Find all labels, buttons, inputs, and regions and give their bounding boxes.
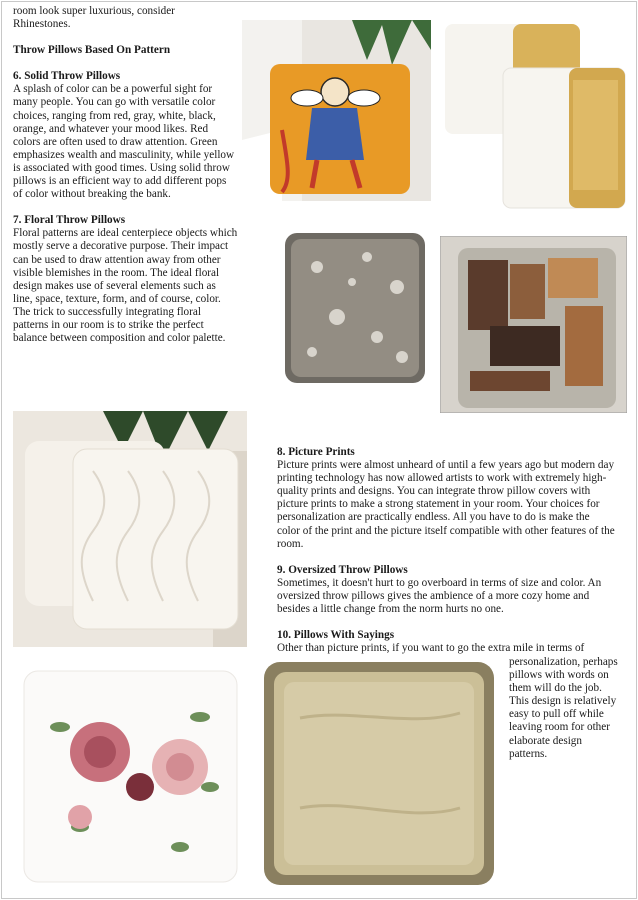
body-pillows-sayings-wide: Other than picture prints, if you want to go the extra mile in terms of: [277, 642, 585, 655]
heading-floral-pillows: 7. Floral Throw Pillows: [13, 214, 126, 227]
fringed-silk-pillow-photo: [260, 658, 498, 889]
left-text-column: [13, 5, 238, 345]
sayings-narrow-text: [509, 656, 619, 761]
sequin-pillows-photo: [443, 20, 630, 209]
heading-oversized-pillows: 9. Oversized Throw Pillows: [277, 563, 408, 576]
embroidered-figure-pillow-photo: [242, 20, 431, 201]
intro-line-2: Rhinestones.: [13, 18, 71, 31]
beaded-pillow-photo: [277, 227, 433, 389]
intro-line-1: room look super luxurious, consider: [13, 5, 175, 17]
heading-pillows-sayings: 10. Pillows With Sayings: [277, 629, 395, 642]
body-picture-prints: Picture prints were almost unheard of until a few years ago but modern day printing technology has now allowed artists to work with extremely high-quality prints and designs. You can integrate throw pillow covers with picture prints to make a strong statement in your room. Your choices for personalization are practically endless. All you have to do is make the color of the print and the picture itself compatible with other features of the room.: [277, 459, 615, 550]
body-solid-pillows: A splash of color can be a powerful sight for many people. You can go with versatile color choices, ranging from red, gray, white, black, orange, and whatever your mood likes. Red colors are often used to draw attention. Green emphasizes wealth and masculinity, while yellow is associated with good times. Using solid throw pillows is an efficient way to add different pops of color without breaking the bank.: [13, 83, 235, 201]
leather-patchwork-pillow-photo: [440, 236, 627, 413]
heading-picture-prints: 8. Picture Prints: [277, 446, 355, 458]
body-pillows-sayings-narrow: personalization, perhaps pillows with words on them will do the job. This design is relatively easy to pull off while leaving room for other elaborate design patterns.: [509, 656, 618, 760]
heading-solid-pillows: 6. Solid Throw Pillows: [13, 70, 121, 83]
body-floral-pillows: Floral patterns are ideal centerpiece objects which mostly serve a decorative purpose. Their impact can be used to draw attention away from other visible blemishes in the room. The ideal floral design makes use of several elements such as line, space, texture, form, and of course, color. The trick to successfully integrating floral patterns in our room is to strike the perfect balance between composition and color palette.: [13, 227, 238, 345]
section-heading: Throw Pillows Based On Pattern: [13, 44, 171, 57]
rose-print-pillow-photo: [20, 667, 241, 886]
white-knit-pillows-photo: [13, 411, 247, 647]
right-text-column: [277, 446, 615, 655]
body-oversized-pillows: Sometimes, it doesn't hurt to go overboard in terms of size and color. An oversized throw pillows gives the ambience of a more cozy home and besides a little change from the norm hurts no one.: [277, 576, 602, 616]
